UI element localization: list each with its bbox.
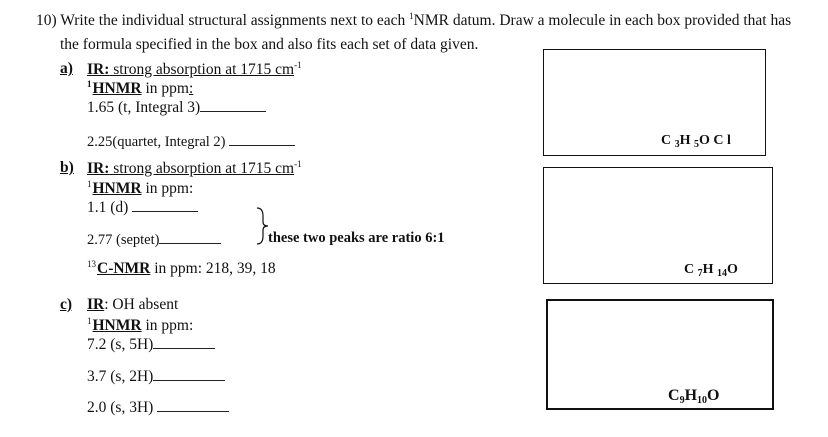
question-line-2: the formula specified in the box and also fits each set of data given. xyxy=(60,36,479,53)
part-a-drawing-box[interactable] xyxy=(543,49,766,156)
question-line-1: 10) Write the individual structural assignments next to each $^1$NMR datum. Draw a molecule in each box provided that has xyxy=(36,11,792,29)
part-c-label: c) xyxy=(60,296,73,313)
part-a-peak-1: 1.65 (t, Integral 3) xyxy=(87,99,266,116)
part-c-peak-2: 3.7 (s, 2H) xyxy=(87,368,225,385)
answer-blank[interactable] xyxy=(229,133,295,146)
part-b-drawing-box[interactable] xyxy=(543,167,773,284)
part-c-peak-1: 7.2 (s, 5H) xyxy=(87,336,215,353)
part-b-formula: C $_7$H $_{14}$O xyxy=(684,262,738,279)
part-c-formula: $C_9H_{10}O$ xyxy=(668,387,720,406)
part-b-cnmr: $^{13}$C-NMR in ppm: 218, 39, 18 xyxy=(87,259,276,277)
part-b-label: b) xyxy=(60,159,74,176)
part-c-peak-3: 2.0 (s, 3H) xyxy=(87,399,229,416)
curly-brace-icon xyxy=(253,206,269,246)
part-b-ir: IR: strong absorption at 1715 $cm^{-1}$ xyxy=(87,159,302,177)
part-a-formula: C $_3$H $_5$O C l xyxy=(661,133,731,150)
answer-blank[interactable] xyxy=(153,336,215,349)
answer-blank[interactable] xyxy=(132,199,198,212)
part-c-ir: IR: OH absent xyxy=(87,296,179,313)
part-b-peak-1: 1.1 (d) xyxy=(87,199,198,216)
answer-blank[interactable] xyxy=(153,368,225,381)
part-b-peak-2: 2.77 (septet) xyxy=(87,231,221,248)
part-a-hnmr-heading: $^1$HNMR in ppm: xyxy=(87,79,194,97)
part-a-ir: IR: strong absorption at 1715 $cm^{-1}$ xyxy=(87,60,302,78)
answer-blank[interactable] xyxy=(200,99,266,112)
answer-blank[interactable] xyxy=(157,399,229,412)
part-c-drawing-box[interactable] xyxy=(546,299,774,410)
part-a-peak-2: 2.25(quartet, Integral 2) xyxy=(87,133,295,150)
part-c-hnmr-heading: $^1$HNMR in ppm: xyxy=(87,316,194,334)
part-b-hnmr-heading: $^1$HNMR in ppm: xyxy=(87,179,194,197)
answer-blank[interactable] xyxy=(159,231,221,244)
part-b-ratio-note: these two peaks are ratio 6:1 xyxy=(268,230,445,246)
part-a-label: a) xyxy=(60,60,73,77)
